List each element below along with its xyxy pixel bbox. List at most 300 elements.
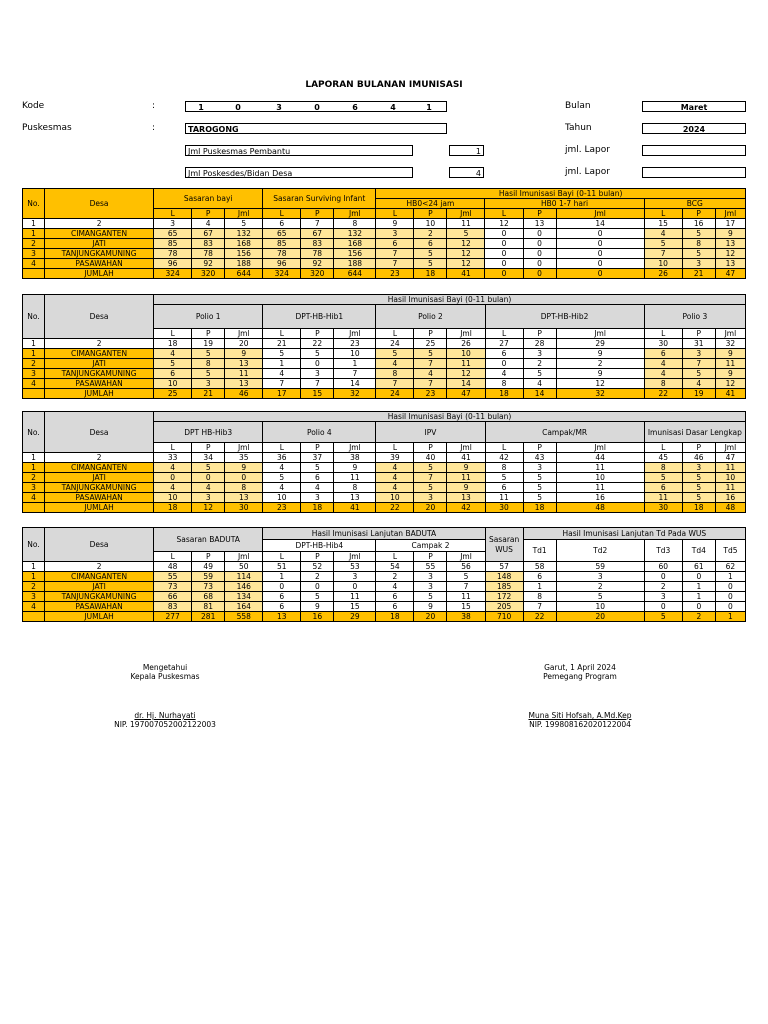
desa-header: Desa <box>45 189 154 219</box>
sig-right-nip: NIP. 199808162020122004 <box>529 720 631 729</box>
total-cell: 30 <box>225 503 263 513</box>
data-cell: 10 <box>447 349 485 359</box>
data-cell: 2 <box>414 229 447 239</box>
data-cell: 5 <box>644 239 682 249</box>
row-number: 4 <box>23 259 45 269</box>
data-cell: 0 <box>485 259 523 269</box>
index-cell: 1 <box>23 219 45 229</box>
village-name: PASAWAHAN <box>45 259 154 269</box>
data-cell: 172 <box>485 592 523 602</box>
lpj-header: P <box>523 443 556 453</box>
data-cell: 5 <box>154 359 192 369</box>
village-name: JATI <box>45 473 154 483</box>
lpj-header: Jml <box>715 209 745 219</box>
data-cell: 78 <box>154 249 192 259</box>
data-cell: 3 <box>414 493 447 503</box>
sig-right-line2: Pemegang Program <box>543 672 617 681</box>
data-cell: 1 <box>263 359 301 369</box>
index-cell: 2 <box>45 219 154 229</box>
data-cell: 0 <box>485 359 523 369</box>
pembantu-field[interactable]: 1 <box>449 145 484 156</box>
data-cell: 73 <box>154 582 192 592</box>
data-cell: 5 <box>192 349 225 359</box>
lpj-header: P <box>301 209 334 219</box>
total-cell: 29 <box>334 612 376 622</box>
data-cell: 9 <box>556 369 644 379</box>
td-header: Td4 <box>682 540 715 562</box>
total-cell: 324 <box>154 269 192 279</box>
hasil-wus-header: Hasil Imunisasi Lanjutan Td Pada WUS <box>523 528 745 540</box>
total-cell: 18 <box>682 503 715 513</box>
lpj-header: P <box>523 329 556 339</box>
index-cell: 1 <box>23 562 45 572</box>
data-cell: 7 <box>334 369 376 379</box>
total-cell: 710 <box>485 612 523 622</box>
data-cell: 9 <box>301 602 334 612</box>
total-cell: 23 <box>414 389 447 399</box>
data-cell: 132 <box>225 229 263 239</box>
row-number: 3 <box>23 483 45 493</box>
lpj-header: Jml <box>556 329 644 339</box>
index-cell: 44 <box>556 453 644 463</box>
data-cell: 10 <box>154 493 192 503</box>
lpj-header: P <box>414 209 447 219</box>
data-cell: 3 <box>301 493 334 503</box>
data-cell: 55 <box>154 572 192 582</box>
data-cell: 11 <box>225 369 263 379</box>
index-cell: 14 <box>556 219 644 229</box>
index-cell: 55 <box>414 562 447 572</box>
data-cell: 85 <box>263 239 301 249</box>
data-cell: 4 <box>414 369 447 379</box>
lpj-header: Jml <box>556 209 644 219</box>
td-header: Td2 <box>556 540 644 562</box>
dpt4-header: DPT-HB-Hib4 <box>263 540 376 552</box>
lpj-header: L <box>263 329 301 339</box>
total-blank <box>23 269 45 279</box>
data-cell: 10 <box>715 473 745 483</box>
index-cell: 23 <box>334 339 376 349</box>
kode-digit: 1 <box>198 103 204 112</box>
kode-digit: 0 <box>235 103 241 112</box>
group-header: Polio 4 <box>263 422 376 443</box>
data-cell: 11 <box>485 493 523 503</box>
data-cell: 11 <box>334 592 376 602</box>
bulan-field[interactable]: Maret <box>642 101 746 112</box>
group-header: Polio 2 <box>376 305 485 329</box>
row-number: 3 <box>23 249 45 259</box>
index-cell: 21 <box>263 339 301 349</box>
index-cell: 54 <box>376 562 414 572</box>
table-row <box>23 379 746 389</box>
table-row <box>23 582 746 592</box>
data-cell: 5 <box>682 249 715 259</box>
village-name: CIMANGANTEN <box>45 463 154 473</box>
signature-left <box>90 663 240 729</box>
data-cell: 10 <box>556 602 644 612</box>
data-cell: 83 <box>154 602 192 612</box>
data-cell: 9 <box>225 349 263 359</box>
row-number: 4 <box>23 493 45 503</box>
data-cell: 15 <box>334 602 376 612</box>
data-cell: 8 <box>485 379 523 389</box>
index-cell: 24 <box>376 339 414 349</box>
total-cell: 12 <box>192 503 225 513</box>
index-cell: 29 <box>556 339 644 349</box>
index-cell: 42 <box>485 453 523 463</box>
data-cell: 0 <box>715 592 745 602</box>
lpj-header: Jml <box>334 329 376 339</box>
data-cell: 3 <box>682 463 715 473</box>
data-cell: 114 <box>225 572 263 582</box>
total-cell: 18 <box>485 389 523 399</box>
lpj-header: P <box>192 329 225 339</box>
lpj-header: L <box>644 209 682 219</box>
total-cell: 17 <box>263 389 301 399</box>
total-cell: 32 <box>334 389 376 399</box>
data-cell: 5 <box>192 463 225 473</box>
data-cell: 156 <box>334 249 376 259</box>
kode-label: Kode <box>22 101 45 111</box>
data-cell: 0 <box>263 582 301 592</box>
index-cell: 43 <box>523 453 556 463</box>
row-number: 2 <box>23 582 45 592</box>
data-cell: 16 <box>556 493 644 503</box>
index-cell: 33 <box>154 453 192 463</box>
data-cell: 83 <box>192 239 225 249</box>
lpj-header: Jml <box>447 209 485 219</box>
colon: : <box>152 101 156 111</box>
data-cell: 65 <box>263 229 301 239</box>
hasil-baduta-header: Hasil Imunisasi Lanjutan BADUTA <box>263 528 485 540</box>
row-number: 1 <box>23 463 45 473</box>
index-cell: 26 <box>447 339 485 349</box>
data-cell: 12 <box>715 379 745 389</box>
data-cell: 5 <box>301 349 334 359</box>
data-cell: 0 <box>556 249 644 259</box>
data-cell: 6 <box>414 239 447 249</box>
data-cell: 146 <box>225 582 263 592</box>
data-cell: 0 <box>523 259 556 269</box>
data-cell: 8 <box>376 369 414 379</box>
total-cell: 41 <box>334 503 376 513</box>
total-cell: 2 <box>682 612 715 622</box>
data-cell: 0 <box>644 602 682 612</box>
data-cell: 5 <box>263 473 301 483</box>
lpj-header: P <box>414 329 447 339</box>
row-number: 2 <box>23 239 45 249</box>
village-name: CIMANGANTEN <box>45 349 154 359</box>
lpj-header: P <box>301 552 334 562</box>
data-cell: 0 <box>523 229 556 239</box>
lpj-header: L <box>154 443 192 453</box>
data-cell: 7 <box>263 379 301 389</box>
puskesmas-field[interactable]: TAROGONG <box>185 123 447 134</box>
index-cell: 3 <box>154 219 192 229</box>
index-cell: 30 <box>644 339 682 349</box>
data-cell: 6 <box>154 369 192 379</box>
sig-left-name: dr. Hj. Nurhayati <box>134 711 196 720</box>
data-cell: 4 <box>644 229 682 239</box>
bulan-label: Bulan <box>565 101 591 111</box>
total-cell: 30 <box>485 503 523 513</box>
bcg-header: BCG <box>644 199 745 209</box>
data-cell: 0 <box>682 572 715 582</box>
total-cell: 18 <box>414 269 447 279</box>
total-cell: 21 <box>682 269 715 279</box>
data-cell: 6 <box>485 349 523 359</box>
total-cell: 20 <box>414 612 447 622</box>
tahun-field[interactable]: 2024 <box>642 123 746 134</box>
data-cell: 10 <box>154 379 192 389</box>
data-cell: 0 <box>485 249 523 259</box>
index-cell: 62 <box>715 562 745 572</box>
total-cell: 22 <box>376 503 414 513</box>
data-cell: 68 <box>192 592 225 602</box>
village-name: TANJUNGKAMUNING <box>45 592 154 602</box>
data-cell: 6 <box>644 349 682 359</box>
group-header: DPT HB-Hib3 <box>154 422 263 443</box>
total-row <box>23 389 746 399</box>
kode-digit: 1 <box>426 103 432 112</box>
data-cell: 5 <box>414 249 447 259</box>
jumlah-label: JUMLAH <box>45 389 154 399</box>
lpj-header: Jml <box>447 329 485 339</box>
total-cell: 14 <box>523 389 556 399</box>
data-cell: 1 <box>334 359 376 369</box>
data-cell: 10 <box>334 349 376 359</box>
data-cell: 67 <box>301 229 334 239</box>
lpj-header: L <box>376 329 414 339</box>
jumlah-label: JUMLAH <box>45 503 154 513</box>
data-cell: 0 <box>715 582 745 592</box>
total-cell: 18 <box>154 503 192 513</box>
lpj-header: L <box>376 443 414 453</box>
index-cell: 11 <box>447 219 485 229</box>
desa-header: Desa <box>45 412 154 453</box>
lpj-header: P <box>682 329 715 339</box>
data-cell: 12 <box>556 379 644 389</box>
lpj-header: L <box>154 552 192 562</box>
data-cell: 4 <box>154 483 192 493</box>
index-cell: 1 <box>23 453 45 463</box>
total-cell: 0 <box>485 269 523 279</box>
data-cell: 13 <box>225 379 263 389</box>
lpj-header: L <box>263 443 301 453</box>
data-cell: 164 <box>225 602 263 612</box>
row-number: 3 <box>23 592 45 602</box>
data-cell: 11 <box>556 483 644 493</box>
index-cell: 20 <box>225 339 263 349</box>
index-cell: 32 <box>715 339 745 349</box>
index-cell: 19 <box>192 339 225 349</box>
data-cell: 7 <box>414 379 447 389</box>
data-cell: 4 <box>263 369 301 379</box>
lpj-header: L <box>485 209 523 219</box>
index-cell: 59 <box>556 562 644 572</box>
kode-field[interactable] <box>185 101 447 112</box>
data-cell: 7 <box>523 602 556 612</box>
group-header: Imunisasi Dasar Lengkap <box>644 422 745 443</box>
total-row <box>23 269 746 279</box>
lpj-header: L <box>376 209 414 219</box>
total-cell: 48 <box>556 503 644 513</box>
row-number: 1 <box>23 572 45 582</box>
index-cell: 51 <box>263 562 301 572</box>
data-cell: 96 <box>263 259 301 269</box>
index-cell: 56 <box>447 562 485 572</box>
data-cell: 6 <box>263 602 301 612</box>
group-header: DPT-HB-Hib1 <box>263 305 376 329</box>
table-row <box>23 229 746 239</box>
data-cell: 5 <box>682 229 715 239</box>
data-cell: 0 <box>556 229 644 239</box>
total-cell: 22 <box>523 612 556 622</box>
data-cell: 2 <box>301 572 334 582</box>
lpj-header: L <box>485 329 523 339</box>
group-header: Campak/MR <box>485 422 644 443</box>
data-cell: 6 <box>376 602 414 612</box>
index-cell: 16 <box>682 219 715 229</box>
data-cell: 4 <box>644 359 682 369</box>
data-cell: 5 <box>447 229 485 239</box>
total-row <box>23 612 746 622</box>
row-number: 1 <box>23 229 45 239</box>
poskesdes-label: Jml Poskesdes/Bidan Desa <box>185 167 413 178</box>
data-cell: 8 <box>644 379 682 389</box>
data-cell: 5 <box>485 473 523 483</box>
data-cell: 73 <box>192 582 225 592</box>
data-cell: 5 <box>523 369 556 379</box>
data-cell: 156 <box>225 249 263 259</box>
data-cell: 5 <box>414 483 447 493</box>
data-cell: 6 <box>376 239 414 249</box>
lpj-header: P <box>192 209 225 219</box>
lpj-header: Jml <box>225 552 263 562</box>
data-cell: 5 <box>192 369 225 379</box>
jumlah-label: JUMLAH <box>45 269 154 279</box>
table-row <box>23 473 746 483</box>
index-cell: 61 <box>682 562 715 572</box>
total-cell: 281 <box>192 612 225 622</box>
total-cell: 324 <box>263 269 301 279</box>
data-cell: 8 <box>523 592 556 602</box>
data-cell: 3 <box>682 349 715 359</box>
table-dpt3-campak-idl <box>22 411 746 513</box>
data-cell: 10 <box>644 259 682 269</box>
table-row <box>23 493 746 503</box>
group-header: DPT-HB-Hib2 <box>485 305 644 329</box>
data-cell: 0 <box>301 359 334 369</box>
lapor-field[interactable] <box>642 145 746 156</box>
index-cell: 48 <box>154 562 192 572</box>
data-cell: 13 <box>715 259 745 269</box>
data-cell: 5 <box>682 483 715 493</box>
village-name: PASAWAHAN <box>45 379 154 389</box>
data-cell: 1 <box>263 572 301 582</box>
data-cell: 7 <box>376 249 414 259</box>
data-cell: 7 <box>376 379 414 389</box>
index-cell: 47 <box>715 453 745 463</box>
kode-digit: 0 <box>314 103 320 112</box>
data-cell: 4 <box>644 369 682 379</box>
sasaran-bayi-header: Sasaran bayi <box>154 189 263 209</box>
row-number: 4 <box>23 602 45 612</box>
total-cell: 5 <box>644 612 682 622</box>
village-name: JATI <box>45 359 154 369</box>
data-cell: 3 <box>682 259 715 269</box>
data-cell: 11 <box>715 483 745 493</box>
data-cell: 7 <box>376 259 414 269</box>
data-cell: 6 <box>376 592 414 602</box>
lapor-field[interactable] <box>642 167 746 178</box>
data-cell: 66 <box>154 592 192 602</box>
data-cell: 92 <box>192 259 225 269</box>
td-header: Td5 <box>715 540 745 562</box>
data-cell: 0 <box>485 239 523 249</box>
total-cell: 644 <box>334 269 376 279</box>
index-cell: 1 <box>23 339 45 349</box>
data-cell: 16 <box>715 493 745 503</box>
index-cell: 4 <box>192 219 225 229</box>
data-cell: 7 <box>644 249 682 259</box>
data-cell: 3 <box>192 493 225 503</box>
data-cell: 2 <box>556 582 644 592</box>
total-cell: 320 <box>301 269 334 279</box>
total-cell: 25 <box>154 389 192 399</box>
report-title: LAPORAN BULANAN IMUNISASI <box>305 80 463 90</box>
index-cell: 53 <box>334 562 376 572</box>
index-cell: 52 <box>301 562 334 572</box>
index-cell: 38 <box>334 453 376 463</box>
total-cell: 15 <box>301 389 334 399</box>
data-cell: 5 <box>447 572 485 582</box>
index-cell: 28 <box>523 339 556 349</box>
data-cell: 11 <box>447 359 485 369</box>
data-cell: 6 <box>263 592 301 602</box>
data-cell: 78 <box>301 249 334 259</box>
pembantu-label: Jml Puskesmas Pembantu <box>185 145 413 156</box>
total-cell: 320 <box>192 269 225 279</box>
data-cell: 0 <box>556 239 644 249</box>
data-cell: 6 <box>301 473 334 483</box>
poskesdes-field[interactable]: 4 <box>449 167 484 178</box>
data-cell: 5 <box>682 473 715 483</box>
village-name: PASAWAHAN <box>45 493 154 503</box>
sasaran-wus-header: Sasaran WUS <box>485 528 523 562</box>
group-header: Polio 1 <box>154 305 263 329</box>
hb0b-header: HB0 1-7 hari <box>485 199 644 209</box>
index-cell: 10 <box>414 219 447 229</box>
data-cell: 5 <box>263 349 301 359</box>
total-cell: 23 <box>376 269 414 279</box>
index-cell: 17 <box>715 219 745 229</box>
data-cell: 13 <box>225 359 263 369</box>
data-cell: 2 <box>376 572 414 582</box>
data-cell: 3 <box>301 369 334 379</box>
lpj-header: Jml <box>225 329 263 339</box>
data-cell: 0 <box>682 602 715 612</box>
index-cell: 9 <box>376 219 414 229</box>
index-cell: 45 <box>644 453 682 463</box>
index-row <box>23 453 746 463</box>
no-header: No. <box>23 412 45 453</box>
table-row <box>23 349 746 359</box>
data-cell: 59 <box>192 572 225 582</box>
data-cell: 83 <box>301 239 334 249</box>
lpj-header: Jml <box>225 209 263 219</box>
data-cell: 1 <box>682 592 715 602</box>
